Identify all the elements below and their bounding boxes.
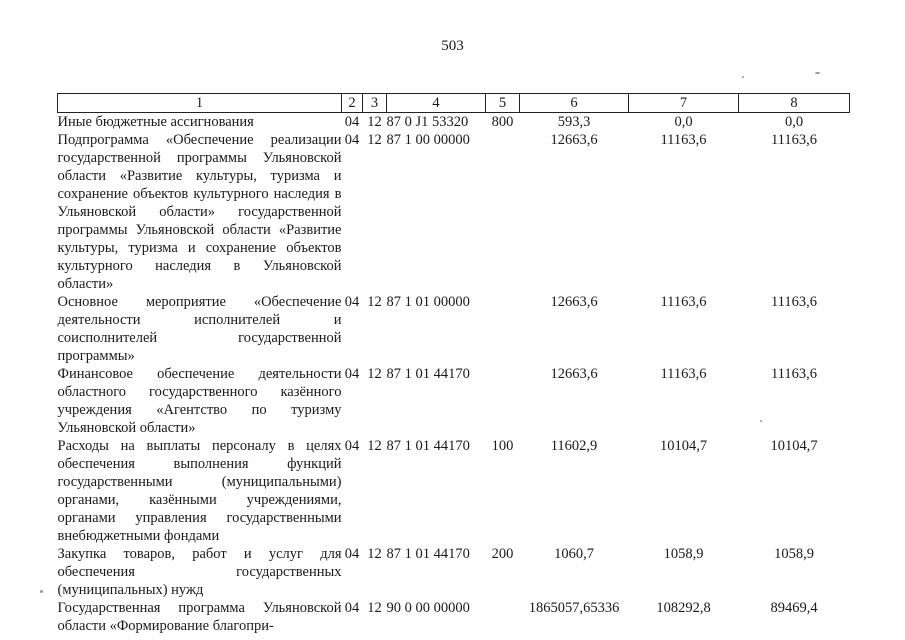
amount-col8: 11163,6 [770, 366, 818, 382]
row-name: Подпрограмма «Обеспечение реализации государственной программы Ульяновской области «Развитие культуры, туризма и сохранение объектов культурного наследия в Ульяновской области» государственной программы Ульяновской области «Развитие культуры, туризма и сохранение объектов культурного наследия в Ульяновской области» [57, 132, 342, 292]
amount-col7: 0,0 [674, 114, 693, 130]
expense-type-code [486, 131, 520, 293]
column-header: 4 [387, 94, 486, 113]
expense-type-code: 100 [491, 438, 514, 454]
target-article-code: 87 1 00 00000 [386, 132, 470, 148]
table-row [58, 545, 850, 599]
table-row [58, 365, 850, 437]
subsection-code: 12 [367, 366, 382, 382]
table-row [58, 293, 850, 365]
row-name: Основное мероприятие «Обеспечение деятельности исполнителей и соисполнителей государственной программы» [57, 294, 342, 364]
section-code: 04 [344, 600, 360, 616]
amount-col6: 593,3 [557, 114, 591, 130]
amount-col8: 11163,6 [770, 132, 818, 148]
section-code: 04 [344, 366, 360, 382]
amount-col6: 12663,6 [550, 366, 598, 382]
amount-col8: 11163,6 [770, 294, 818, 310]
page-number: 503 [441, 38, 464, 54]
section-code: 04 [344, 114, 360, 130]
row-name: Закупка товаров, работ и услуг для обеспечения государственных (муниципальных) нужд [57, 546, 342, 598]
target-article-code: 87 1 01 00000 [386, 294, 470, 310]
amount-col8: 10104,7 [770, 438, 818, 454]
amount-col6: 1865057,65336 [528, 600, 620, 616]
subsection-code: 12 [367, 294, 382, 310]
scan-speck [742, 76, 744, 78]
table-row [58, 437, 850, 545]
expense-type-code [486, 599, 520, 635]
column-header: 7 [629, 94, 739, 113]
amount-col6: 12663,6 [550, 294, 598, 310]
budget-table [57, 93, 850, 635]
amount-col6: 1060,7 [554, 546, 594, 562]
column-header: 1 [58, 94, 342, 113]
amount-col7: 11163,6 [660, 132, 707, 148]
amount-col8: 0,0 [784, 114, 804, 130]
expense-type-code [486, 293, 520, 365]
amount-col7: 10104,7 [659, 438, 708, 454]
amount-col7: 1058,9 [663, 546, 704, 562]
expense-type-code [486, 365, 520, 437]
section-code: 04 [344, 546, 360, 562]
amount-col8: 1058,9 [774, 546, 814, 562]
amount-col6: 11602,9 [550, 438, 598, 454]
row-name: Финансовое обеспечение деятельности областного государственного казённого учреждения «Агентство по туризму Ульяновской области» [57, 366, 342, 436]
subsection-code: 12 [367, 600, 382, 616]
target-article-code: 87 1 01 44170 [386, 438, 470, 454]
row-name: Государственная программа Ульяновской области «Формирование благопри- [57, 600, 342, 634]
amount-col8: 89469,4 [770, 600, 818, 616]
row-name: Расходы на выплаты персоналу в целях обеспечения выполнения функций государственными (муниципальными) органами, казёнными учреждениями, органами управления государственными внебюджетными фондами [57, 438, 342, 544]
column-number-row [58, 94, 850, 113]
amount-col7: 11163,6 [660, 366, 707, 382]
section-code: 04 [344, 294, 360, 310]
subsection-code: 12 [367, 546, 382, 562]
row-name: Иные бюджетные ассигнования [57, 114, 254, 130]
subsection-code: 12 [367, 132, 382, 148]
target-article-code: 87 0 J1 53320 [386, 114, 469, 130]
column-header: 6 [520, 94, 629, 113]
subsection-code: 12 [367, 438, 382, 454]
subsection-code: 12 [367, 114, 382, 130]
target-article-code: 87 1 01 44170 [386, 546, 470, 562]
section-code: 04 [344, 438, 360, 454]
section-code: 04 [344, 132, 360, 148]
table-row [58, 131, 850, 293]
table-row [58, 599, 850, 635]
scan-speck [760, 420, 762, 422]
expense-type-code: 800 [491, 114, 514, 130]
column-header: 3 [363, 94, 387, 113]
target-article-code: 87 1 01 44170 [386, 366, 470, 382]
scan-speck [40, 590, 43, 593]
target-article-code: 90 0 00 00000 [386, 600, 470, 616]
column-header: 5 [486, 94, 520, 113]
column-header: 2 [342, 94, 363, 113]
amount-col7: 11163,6 [660, 294, 707, 310]
table-row [58, 113, 850, 132]
scan-speck [815, 72, 820, 74]
amount-col7: 108292,8 [656, 600, 711, 616]
expense-type-code: 200 [491, 546, 514, 562]
amount-col6: 12663,6 [550, 132, 598, 148]
column-header: 8 [739, 94, 850, 113]
